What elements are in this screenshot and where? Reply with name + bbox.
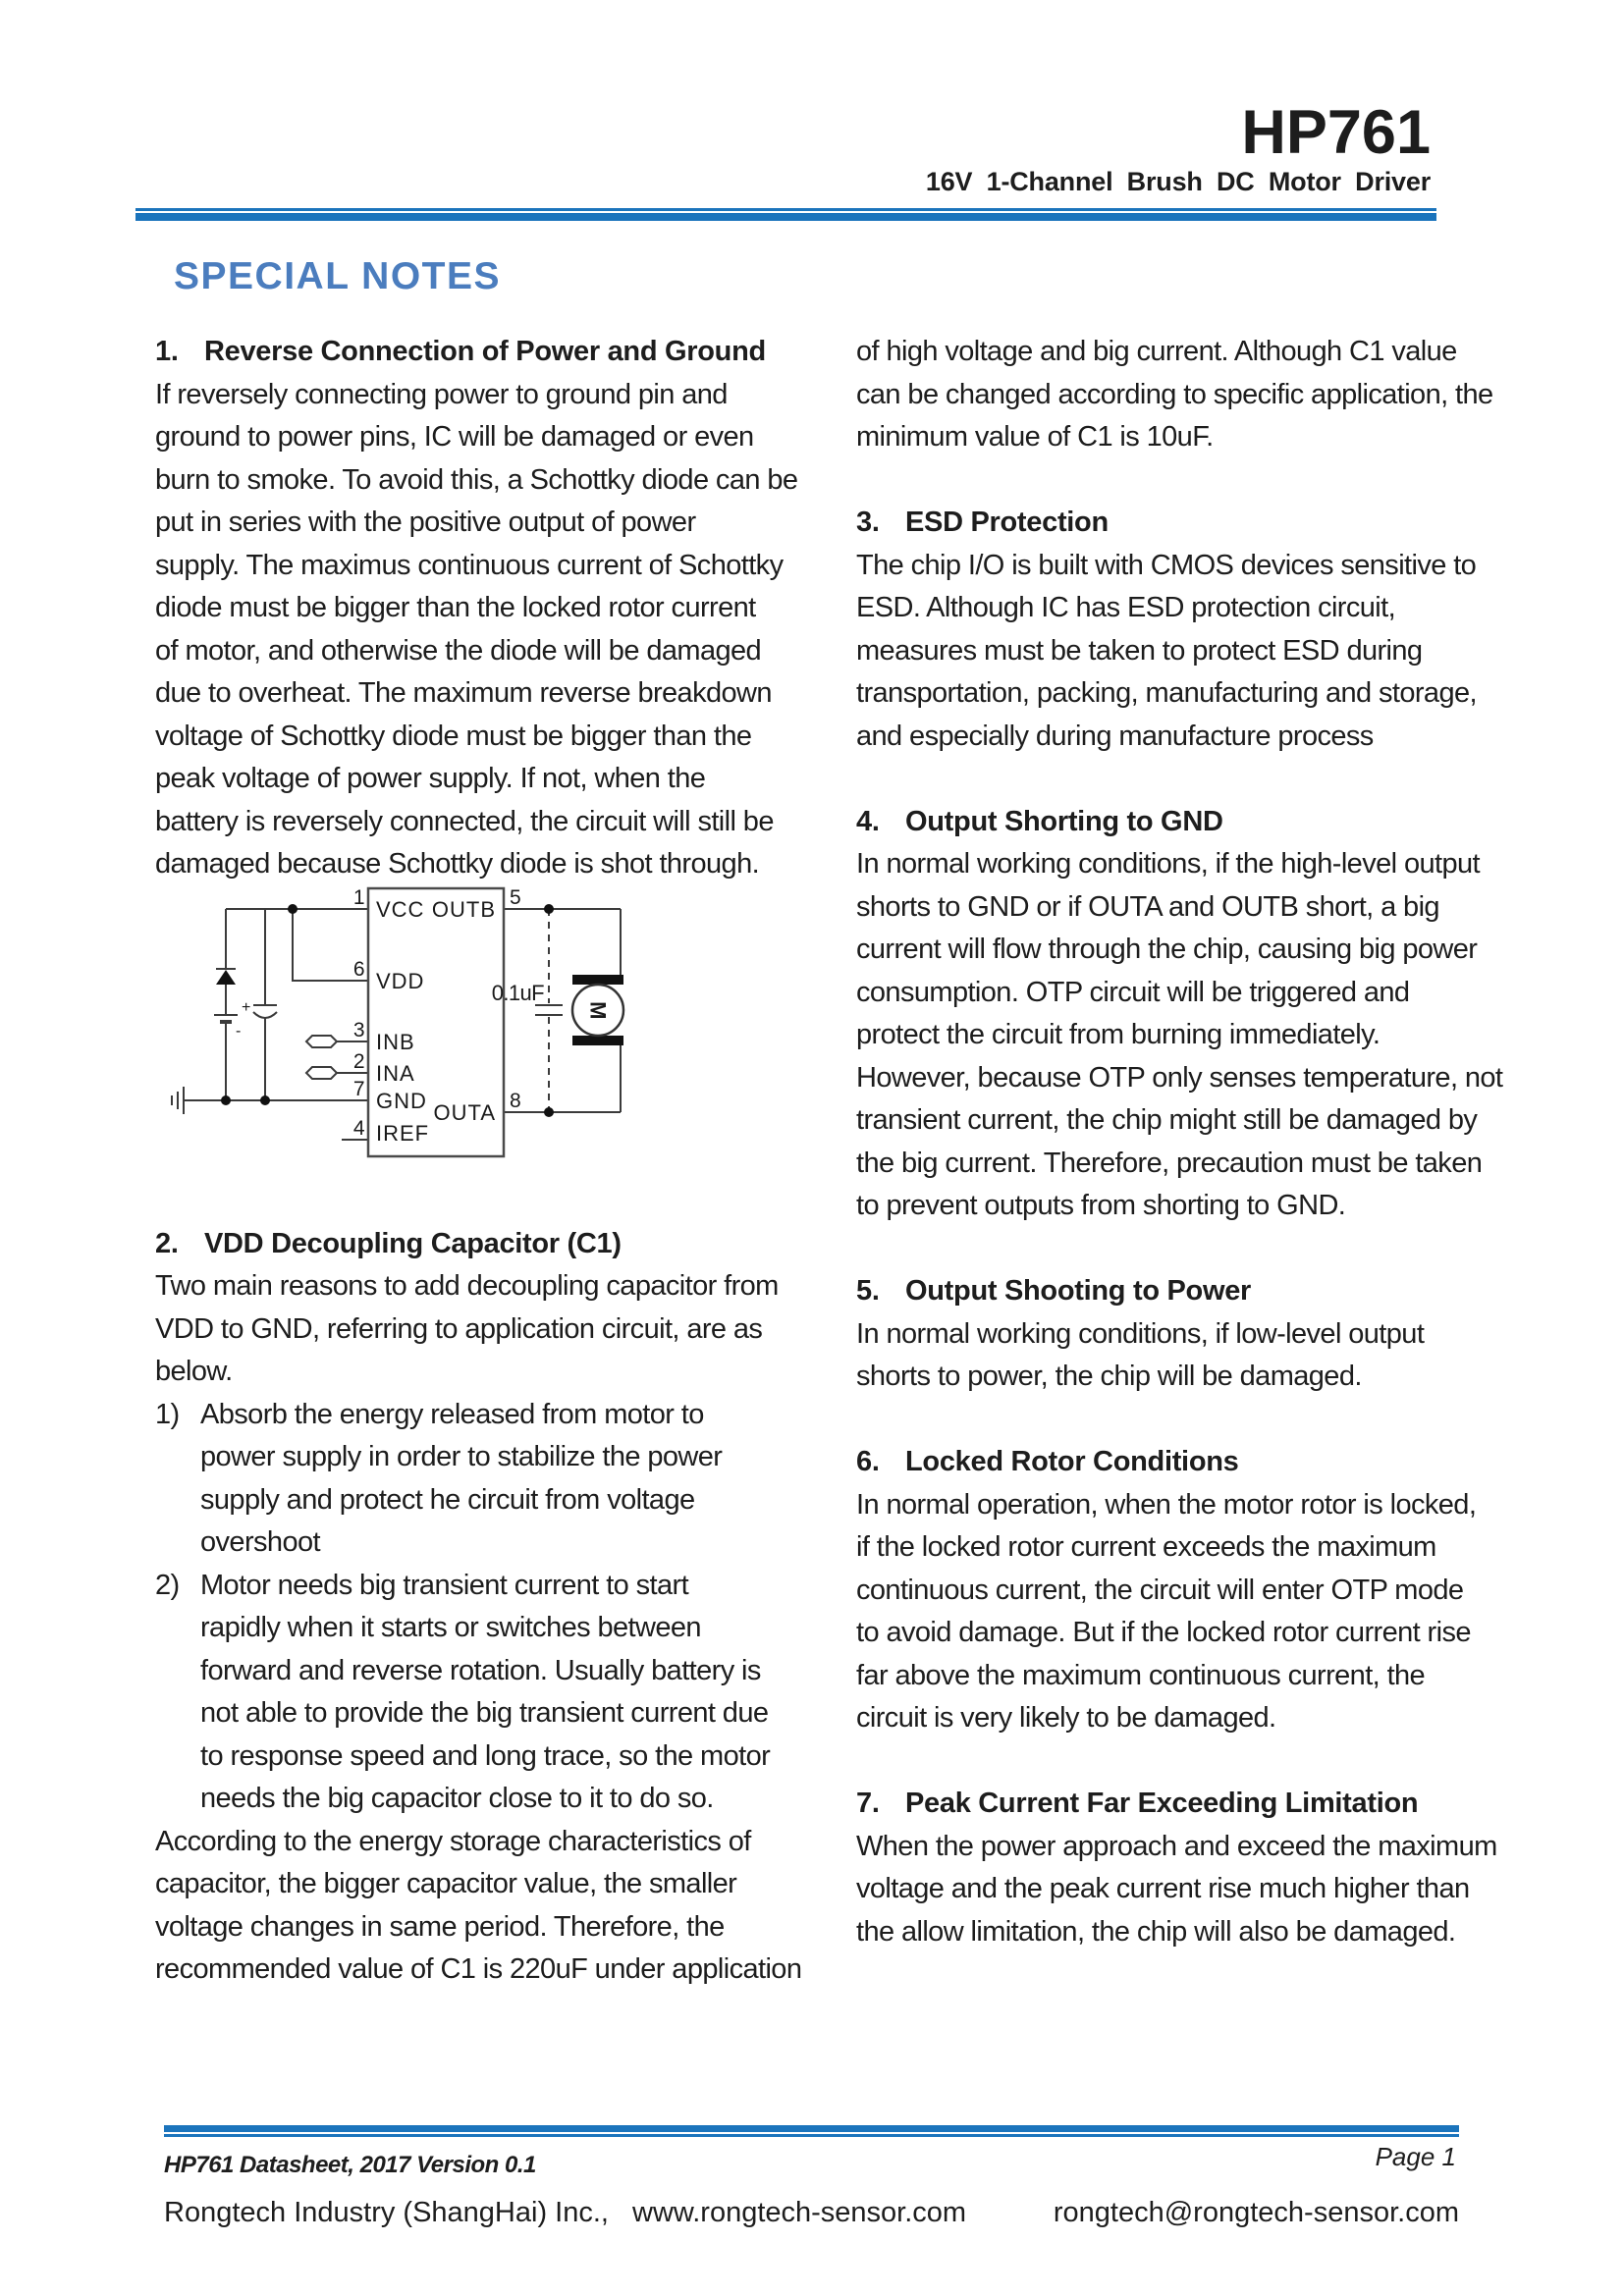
text-line: rapidly when it starts or switches between (200, 1612, 701, 1643)
text-line: shorts to power, the chip will be damaged. (856, 1361, 1362, 1392)
text-line: current will flow through the chip, causing big power (856, 934, 1478, 965)
battery-minus-sign: - (236, 1022, 242, 1040)
section-heading (155, 1223, 833, 1266)
heading-text: ESD Protection (905, 507, 1109, 538)
list-item-text: Motor needs big transient current to start (200, 1569, 689, 1601)
text-line: voltage and the peak current rise much higher than (856, 1873, 1470, 1904)
text-line: not able to provide the big transient current due (200, 1697, 769, 1729)
section-heading (856, 502, 1563, 545)
diode-icon (216, 970, 236, 985)
text-line: When the power approach and exceed the maximum (856, 1830, 1497, 1862)
cap-value-label: 0.1uF (491, 980, 544, 1005)
heading-text: Locked Rotor Conditions (905, 1446, 1239, 1477)
footer-page-number: Page 1 (1375, 2142, 1456, 2171)
text-line: measures must be taken to protect ESD during (856, 634, 1423, 667)
footer-website: www.rongtech-sensor.com (632, 2197, 967, 2228)
text-line: damaged because Schottky diode is shot through. (155, 848, 760, 880)
text-line: forward and reverse rotation. Usually battery is (200, 1654, 761, 1686)
section-heading (856, 1270, 1563, 1313)
text-line: transportation, packing, manufacturing and storage, (856, 677, 1477, 709)
text-line: if the locked rotor current exceeds the maximum (856, 1531, 1436, 1563)
pin-number-6: 6 (352, 957, 364, 981)
section-title: SPECIAL NOTES (174, 255, 502, 297)
battery-plus-sign: + (242, 998, 251, 1016)
pin-label-ina: INA (376, 1060, 415, 1086)
text-line: of motor, and otherwise the diode will be damaged (155, 634, 762, 667)
text-line: In normal working conditions, if low-level output (856, 1317, 1425, 1350)
pin-number-7: 7 (352, 1077, 364, 1100)
text-line: ground to power pins, IC will be damaged or even (155, 421, 754, 453)
text-line: supply and protect he circuit from voltage (200, 1483, 695, 1516)
item-number: 2) (155, 1569, 180, 1601)
text-line: of high voltage and big current. Although C1 value (856, 336, 1457, 367)
application-circuit-figure (155, 886, 833, 1223)
text-line: can be changed according to specific application, the (856, 378, 1493, 410)
text-line: to prevent outputs from shorting to GND. (856, 1190, 1346, 1221)
pin-number-4: 4 (352, 1116, 364, 1140)
section-heading (856, 801, 1563, 844)
item-number: 1) (155, 1398, 180, 1430)
motor-m-label: M (585, 1000, 611, 1019)
input-terminal-inb-icon (306, 1036, 337, 1047)
text-line: transient current, the chip might still be damaged by (856, 1104, 1478, 1136)
pin-label-outb: OUTB (431, 896, 496, 922)
text-line: burn to smoke. To avoid this, a Schottky diode can be (155, 463, 798, 496)
text-line: put in series with the positive output of power (155, 507, 696, 538)
blank-line (856, 1399, 1563, 1442)
text-line: peak voltage of power supply. If not, when the (155, 763, 706, 794)
text-line: Two main reasons to add decoupling capacitor from (155, 1270, 779, 1302)
item-number: 5. (856, 1275, 880, 1307)
input-terminal-ina-icon (306, 1067, 337, 1079)
item-number: 3. (856, 507, 880, 538)
blank-line (856, 1228, 1563, 1271)
item-number: 6. (856, 1446, 880, 1477)
item-number: 1. (155, 336, 179, 367)
text-line: to avoid damage. But if the locked rotor current rise (856, 1617, 1471, 1648)
text-line: far above the maximum continuous current, the (856, 1659, 1426, 1691)
text-line: continuous current, the circuit will enter OTP mode (856, 1574, 1464, 1606)
footer-rule-thin (164, 2134, 1459, 2137)
text-line: voltage of Schottky diode must be bigger than the (155, 720, 752, 752)
header-rule-thick (135, 213, 1436, 221)
text-line: However, because OTP only senses temperature, not (856, 1061, 1503, 1094)
footer-rule-thick (164, 2125, 1459, 2132)
text-line: voltage changes in same period. Therefore, the (155, 1910, 725, 1943)
pin-label-vcc: VCC (376, 896, 425, 922)
text-line: circuit is very likely to be damaged. (856, 1702, 1276, 1734)
list-item (155, 1565, 833, 1608)
text-line: the allow limitation, the chip will also be damaged. (856, 1915, 1456, 1948)
text-line: due to overheat. The maximum reverse breakdown (155, 677, 772, 709)
text-line: diode must be bigger than the locked rotor current (155, 592, 756, 623)
text-line: consumption. OTP circuit will be triggered and (856, 976, 1410, 1008)
text-line: VDD to GND, referring to application circuit, are as (155, 1312, 763, 1345)
left-column (155, 331, 833, 1992)
pin-number-2: 2 (352, 1049, 364, 1073)
text-line: and especially during manufacture process (856, 720, 1374, 752)
text-line: The chip I/O is built with CMOS devices sensitive to (856, 549, 1477, 581)
product-name: HP761 (1241, 98, 1431, 167)
motor-brush-top (572, 975, 623, 985)
list-item-text: Absorb the energy released from motor to (200, 1398, 704, 1430)
product-subtitle: 16V 1-Channel Brush DC Motor Driver (925, 167, 1431, 196)
text-line: power supply in order to stabilize the power (200, 1441, 723, 1472)
text-line: capacitor, the bigger capacitor value, the smaller (155, 1868, 737, 1899)
item-number: 2. (155, 1227, 179, 1259)
text-line: needs the big capacitor close to it to do so. (200, 1783, 714, 1814)
pin-label-vdd: VDD (376, 968, 425, 993)
application-circuit-svg (155, 886, 803, 1223)
text-line: minimum value of C1 is 10uF. (856, 421, 1214, 453)
heading-text: Output Shorting to GND (905, 805, 1223, 837)
item-number: 7. (856, 1788, 880, 1819)
section-heading (155, 331, 833, 374)
text-line: If reversely connecting power to ground pin and (155, 378, 728, 410)
blank-line (856, 1740, 1563, 1784)
text-line: In normal operation, when the motor rotor is locked, (856, 1488, 1477, 1521)
blank-line (856, 758, 1563, 801)
pin-number-1: 1 (352, 885, 364, 909)
item-number: 4. (856, 805, 880, 837)
text-line: shorts to GND or if OUTA and OUTB short, a big (856, 890, 1439, 923)
text-line: below. (155, 1356, 233, 1387)
bulk-cap-curved-plate (253, 1012, 277, 1018)
motor-brush-bottom (572, 1036, 623, 1045)
pin-label-iref: IREF (376, 1120, 430, 1146)
section-heading (856, 1441, 1563, 1484)
heading-text: Output Shooting to Power (905, 1275, 1252, 1307)
list-item (155, 1394, 833, 1437)
heading-text: Peak Current Far Exceeding Limitation (905, 1788, 1419, 1819)
pin-label-inb: INB (376, 1029, 415, 1054)
text-line: to response speed and long trace, so the motor (200, 1739, 771, 1772)
section-heading (856, 1783, 1563, 1826)
right-column (856, 331, 1563, 1953)
pin-number-3: 3 (352, 1018, 364, 1041)
footer-company: Rongtech Industry (ShangHai) Inc., (164, 2197, 609, 2228)
pin-number-8: 8 (510, 1089, 521, 1112)
footer-email: rongtech@rongtech-sensor.com (1053, 2197, 1459, 2228)
pin-label-gnd: GND (376, 1088, 427, 1113)
text-line: battery is reversely connected, the circuit will still be (155, 805, 774, 837)
text-line: According to the energy storage characteristics of (155, 1825, 751, 1857)
pin-number-5: 5 (510, 885, 521, 909)
text-line: ESD. Although IC has ESD protection circuit, (856, 592, 1396, 623)
text-line: In normal working conditions, if the high-level output (856, 848, 1480, 880)
text-line: protect the circuit from burning immediately. (856, 1019, 1380, 1050)
heading-text: Reverse Connection of Power and Ground (204, 336, 766, 367)
text-line: overshoot (200, 1526, 320, 1558)
text-line: the big current. Therefore, precaution must be taken (856, 1147, 1483, 1179)
text-line: recommended value of C1 is 220uF under application (155, 1953, 802, 1985)
text-line: supply. The maximus continuous current of Schottky (155, 549, 784, 581)
heading-text: VDD Decoupling Capacitor (C1) (204, 1227, 622, 1259)
blank-line (856, 459, 1563, 503)
header-rule-thin (135, 208, 1436, 211)
footer-doc-info: HP761 Datasheet, 2017 Version 0.1 (164, 2152, 536, 2178)
pin-label-outa: OUTA (433, 1099, 496, 1125)
